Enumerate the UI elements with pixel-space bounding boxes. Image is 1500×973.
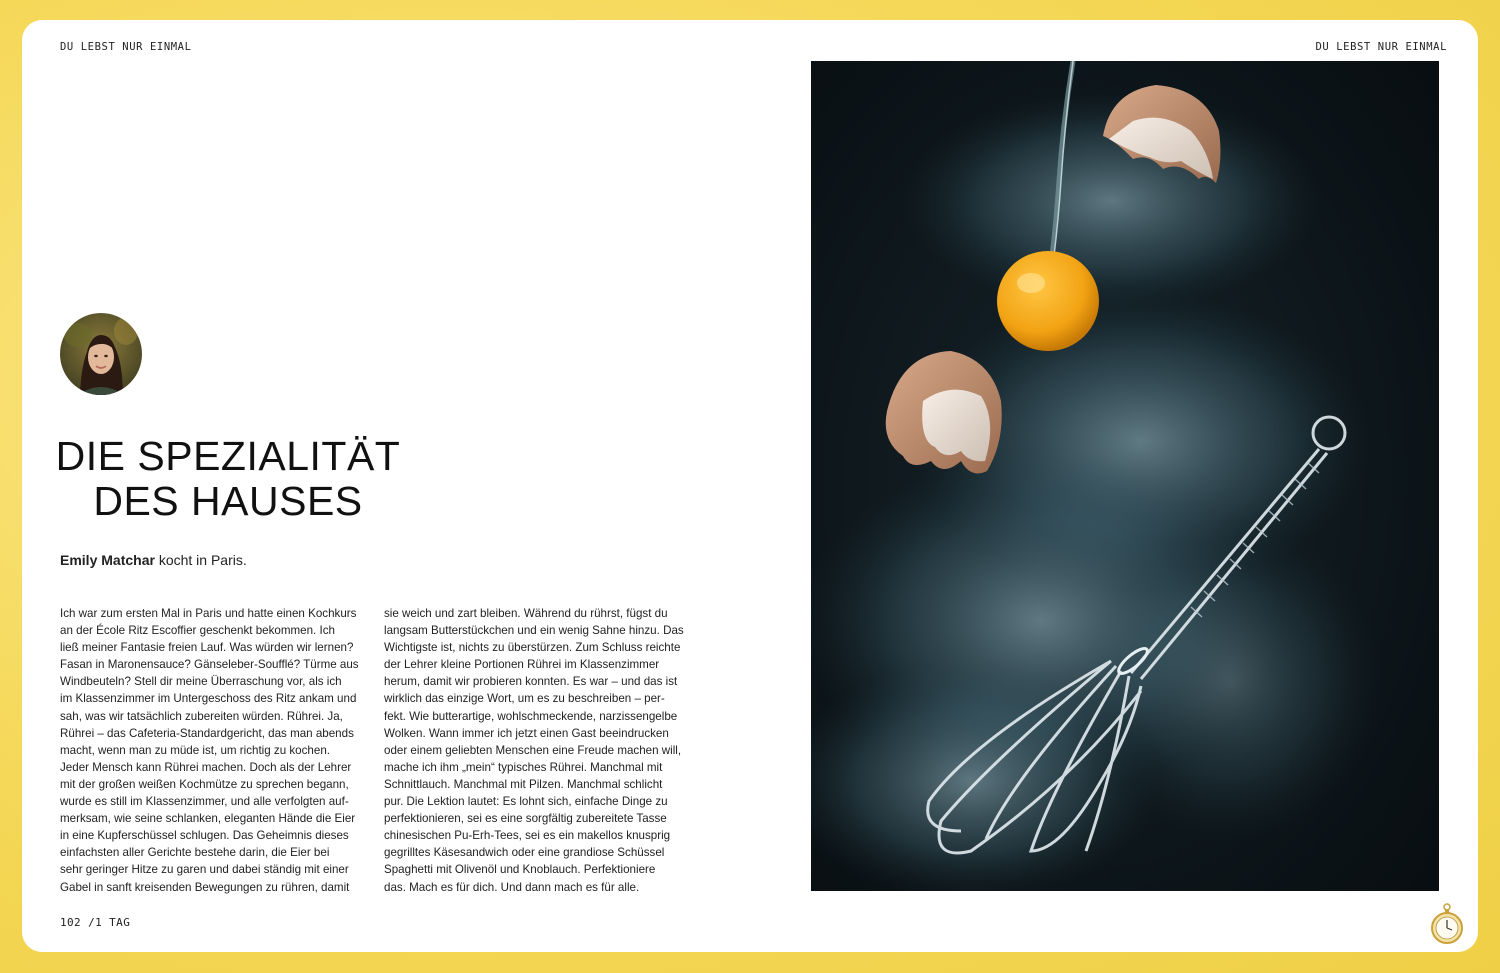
photo-illustration [811,61,1439,891]
author-portrait-image [60,313,142,395]
pocket-watch-icon [1430,903,1464,945]
page-folio: 102 /1 TAG [60,916,131,929]
magazine-spread [22,20,1478,952]
body-column-1: Ich war zum ersten Mal in Paris und hatte einen Kochkurs an der École Ritz Escoffier geschenkt bekommen. Ich ließ meiner Fantasie freien Lauf. Was würden wir lernen? Fasan in Maronensauce? Gänseleber-Soufflé? Türme aus Windbeuteln? Stell dir meine Überraschung vor, als ich im Klassenzimmer im Untergeschoss des Ritz ankam und sah, was wir tatsächlich zubereiten würden. Rührei. Ja, Rührei – das Cafeteria-Standardgericht, das man abends macht, wenn man zu müde ist, um richtig zu kochen. Jeder Mensch kann Rührei machen. Doch als der Lehrer mit der großen weißen Kochmütze zu sprechen begann, wurde es still im Klassenzimmer, und alle verfolgten auf- merksam, wie seine schlanken, eleganten Hände die Eier in eine Kupferschüssel schlugen. Das Geheimnis dieses einfachsten aller Gerichte bestehe darin, die Eier bei sehr geringer Hitze zu garen und dabei ständig mit einer Gabel in sanft kreisenden Bewegungen zu rühren, damit [60,607,359,894]
title-line-2: DES HAUSES [93,478,363,524]
running-head-right: DU LEBST NUR EINMAL [1315,41,1447,53]
egg-whisk-photo [811,61,1439,891]
body-column-2: sie weich und zart bleiben. Während du rührst, fügst du langsam Butterstückchen und ein wenig Sahne hinzu. Das Wichtigste ist, nichts zu überstürzen. Zum Schluss reichte der Lehrer kleine Portionen Rührei im Klassenzimmer herum, damit wir probieren konnten. Es war – und das ist wirklich das einzige Wort, um es zu beschreiben – per- fekt. Wie butterartige, wohlschmeckende, narzissengelbe Wolken. Wann immer ich jetzt einen Gast beeindrucken oder einem geliebten Menschen eine Freude machen will, mache ich ihm „mein“ typisches Rührei. Manchmal mit Schnittlauch. Manchmal mit Pilzen. Manchmal schlicht pur. Die Lektion lautet: Es lohnt sich, einfache Dinge zu perfektionieren, sei es eine sorgfältig zubereitete Tasse chinesischen Pu-Erh-Tees, sei es ein makellos knusprig gegrilltes Käsesandwich oder eine grandiose Schüssel Spaghetti mit Olivenöl und Knoblauch. Perfektioniere das. Mach es für dich. Und dann mach es für alle. [384,607,684,894]
byline [60,552,247,568]
running-head-left: DU LEBST NUR EINMAL [60,41,192,53]
byline-text: kocht in Paris. [154,552,247,568]
title-line-1: DIE SPEZIALITÄT [55,433,401,479]
author-avatar [60,313,142,395]
article-title [38,434,418,524]
author-name: Emily Matchar [60,552,155,568]
